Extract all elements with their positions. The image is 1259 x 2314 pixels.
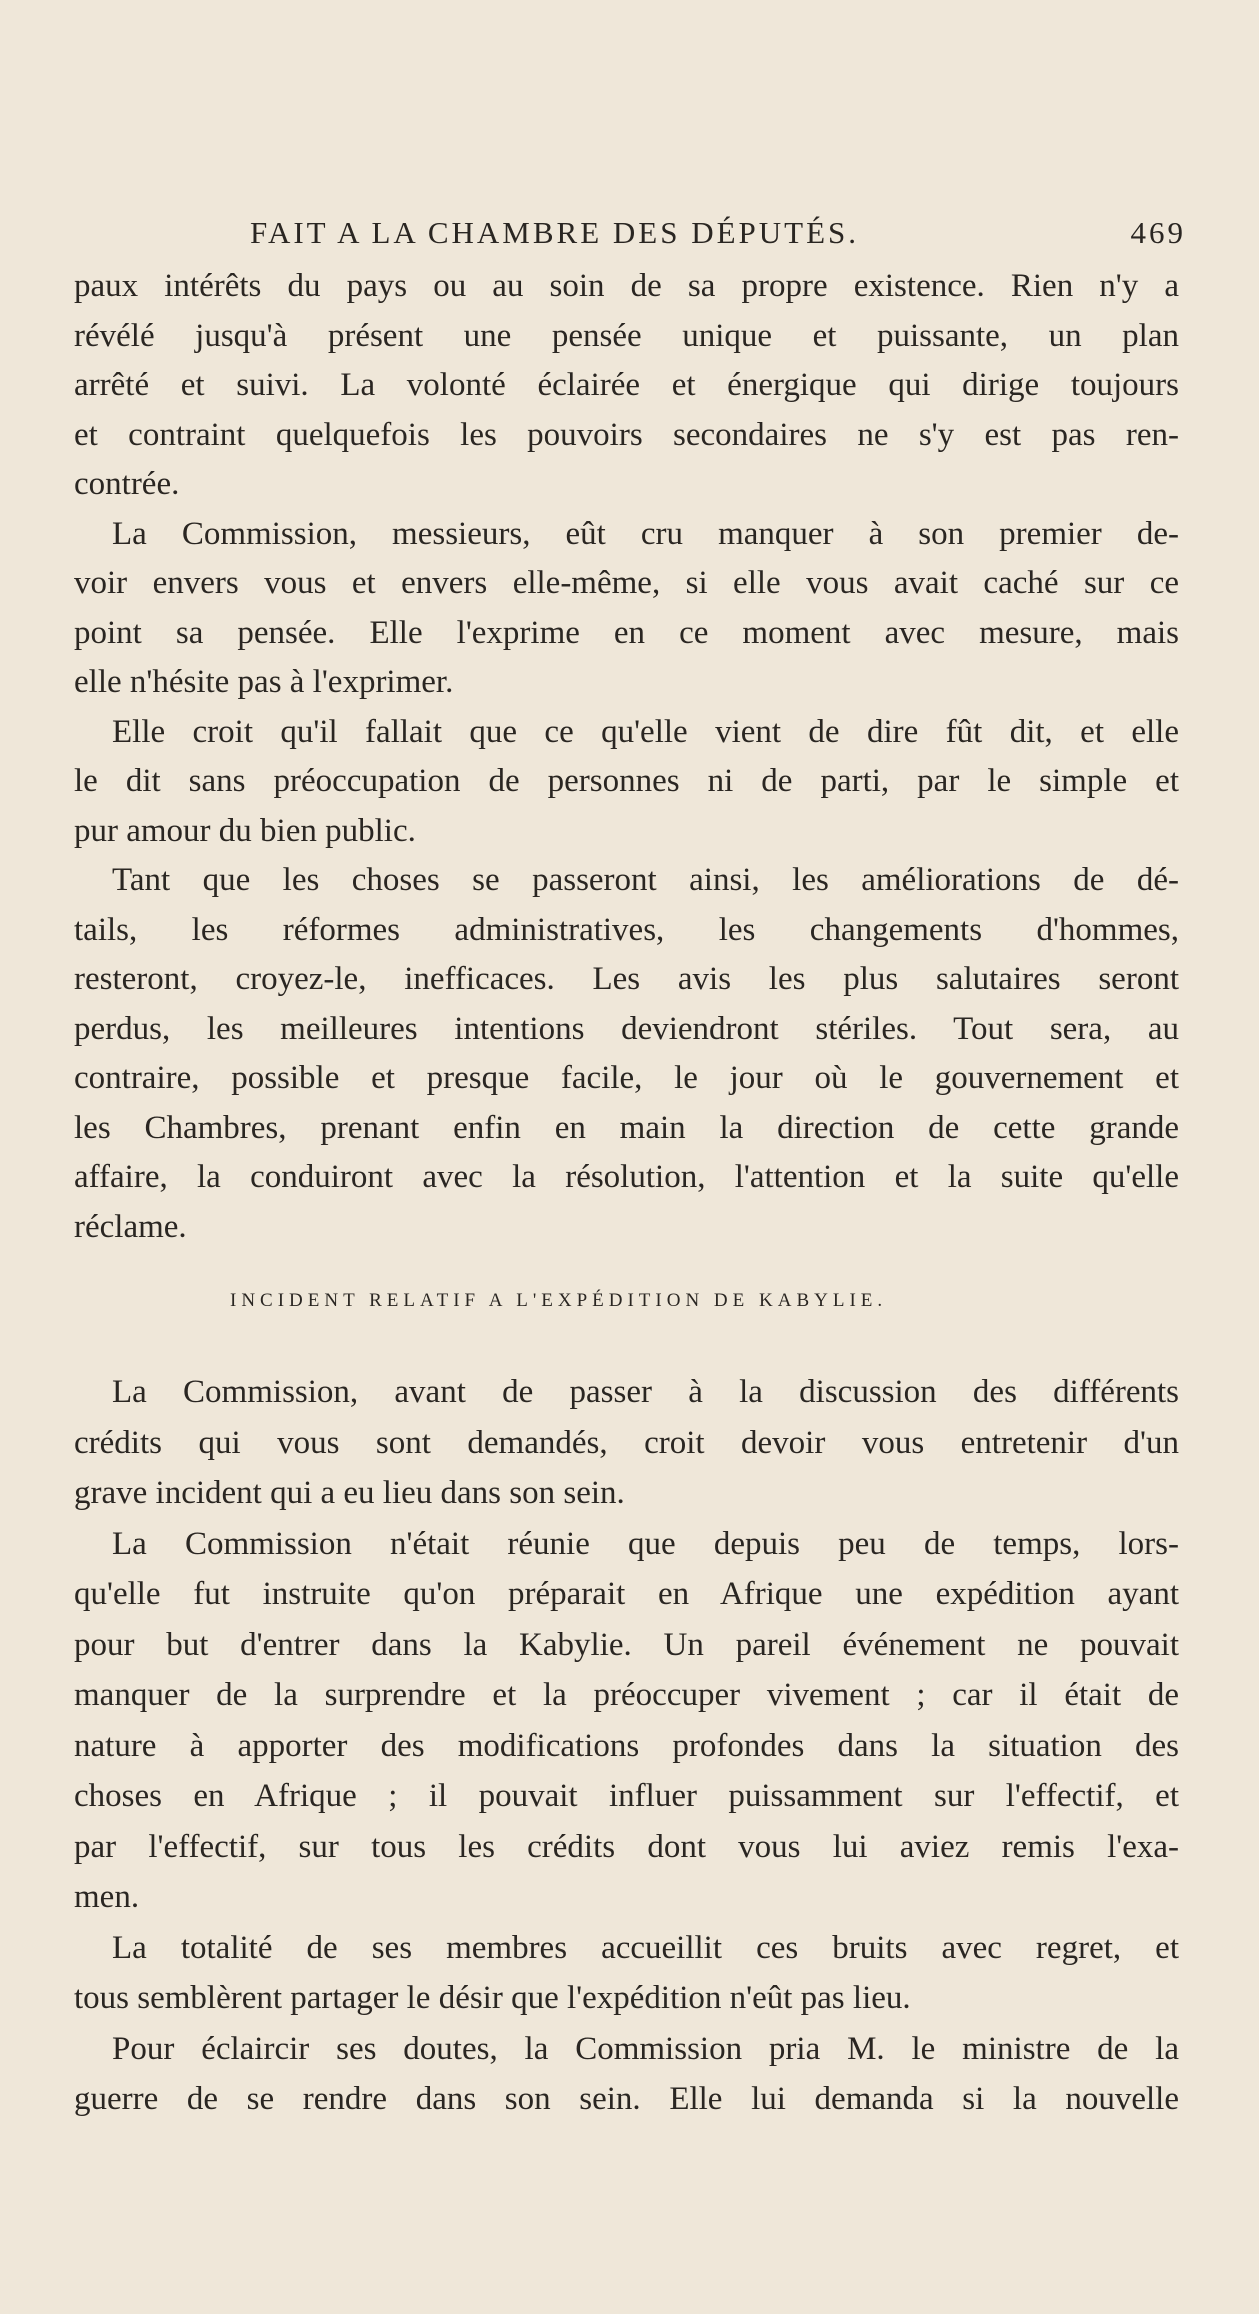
text-line: Pour éclaircir ses doutes, la Commission pria M. le ministre de la <box>112 2030 1179 2067</box>
text-line: manquer de la surprendre et la préoccuper vivement ; car il était de <box>74 1677 1179 1713</box>
section-heading: INCIDENT RELATIF A L'EXPÉDITION DE KABYLIE. <box>230 1290 888 1311</box>
text-line: arrêté et suivi. La volonté éclairée et énergique qui dirige toujours <box>74 367 1179 403</box>
text-line: pur amour du bien public. <box>74 812 416 849</box>
text-line: contraire, possible et presque facile, le jour où le gouvernement et <box>74 1060 1179 1096</box>
text-line: La Commission n'était réunie que depuis peu de temps, lors- <box>112 1525 1179 1562</box>
text-line: La Commission, messieurs, eût cru manquer à son premier de- <box>112 515 1179 552</box>
text-line: pour but d'entrer dans la Kabylie. Un pareil événement ne pouvait <box>74 1626 1179 1663</box>
text-line: paux intérêts du pays ou au soin de sa propre existence. Rien n'y a <box>74 268 1179 304</box>
text-line: qu'elle fut instruite qu'on préparait en Afrique une expédition ayant <box>74 1576 1179 1612</box>
text-line: La totalité de ses membres accueillit ces bruits avec regret, et <box>112 1929 1179 1966</box>
text-line: et contraint quelquefois les pouvoirs secondaires ne s'y est pas ren- <box>74 416 1179 453</box>
text-line: crédits qui vous sont demandés, croit devoir vous entretenir d'un <box>74 1424 1179 1461</box>
text-line: point sa pensée. Elle l'exprime en ce moment avec mesure, mais <box>74 614 1179 651</box>
page-number: 469 <box>1130 215 1186 250</box>
text-line: tous semblèrent partager le désir que l'expédition n'eût pas lieu. <box>74 1980 911 2016</box>
text-line: La Commission, avant de passer à la discussion des différents <box>112 1374 1179 1410</box>
text-line: voir envers vous et envers elle-même, si elle vous avait caché sur ce <box>74 565 1179 601</box>
text-line: révélé jusqu'à présent une pensée unique et puissante, un plan <box>74 317 1179 354</box>
text-line: Elle croit qu'il fallait que ce qu'elle vient de dire fût dit, et elle <box>112 713 1179 750</box>
text-block-1 <box>74 262 1179 1252</box>
text-line: elle n'hésite pas à l'exprimer. <box>74 664 454 700</box>
text-line: réclame. <box>74 1208 187 1245</box>
text-line: les Chambres, prenant enfin en main la direction de cette grande <box>74 1109 1179 1146</box>
text-line: tails, les réformes administratives, les changements d'hommes, <box>74 911 1179 948</box>
text-line: choses en Afrique ; il pouvait influer puissamment sur l'effectif, et <box>74 1778 1179 1814</box>
header-title: FAIT A LA CHAMBRE DES DÉPUTÉS. <box>250 215 860 250</box>
text-line: Tant que les choses se passeront ainsi, les améliorations de dé- <box>112 862 1179 898</box>
text-line: affaire, la conduiront avec la résolution, l'attention et la suite qu'elle <box>74 1159 1179 1195</box>
text-line: perdus, les meilleures intentions deviendront stériles. Tout sera, au <box>74 1010 1179 1047</box>
running-header <box>250 215 1200 265</box>
text-line: nature à apporter des modifications profondes dans la situation des <box>74 1727 1179 1764</box>
text-line: contrée. <box>74 466 180 502</box>
text-line: resteront, croyez-le, inefficaces. Les avis les plus salutaires seront <box>74 961 1179 997</box>
text-line: le dit sans préoccupation de personnes ni de parti, par le simple et <box>74 763 1179 799</box>
text-line: men. <box>74 1879 140 1915</box>
text-line: grave incident qui a eu lieu dans son sein. <box>74 1475 625 1511</box>
text-line: par l'effectif, sur tous les crédits dont vous lui aviez remis l'exa- <box>74 1828 1179 1865</box>
text-block-2 <box>74 1367 1179 2125</box>
text-line: guerre de se rendre dans son sein. Elle lui demanda si la nouvelle <box>74 2081 1179 2117</box>
